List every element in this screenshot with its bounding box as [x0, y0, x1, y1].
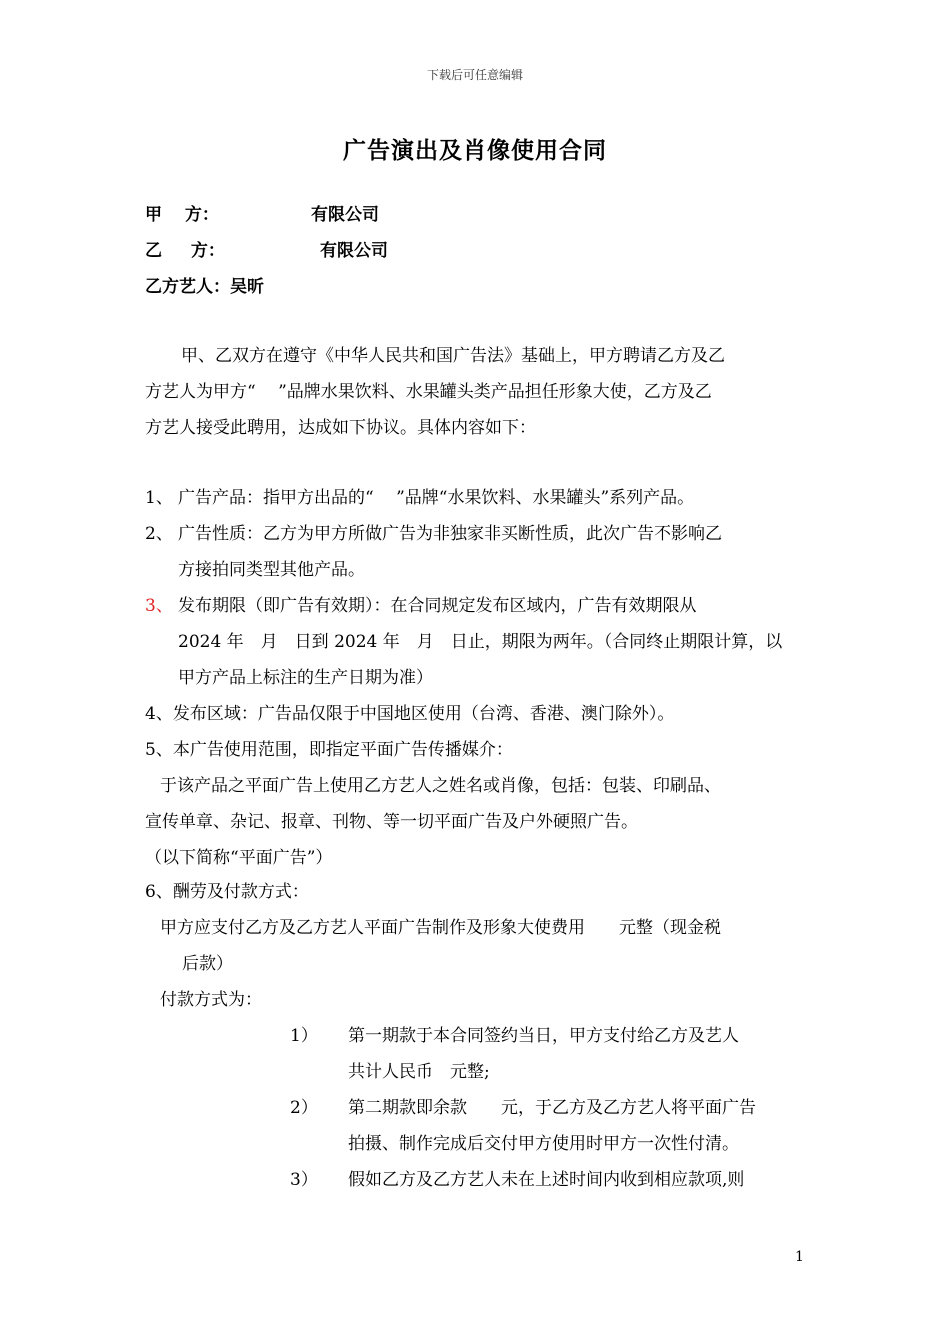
page-title: 广告演出及肖像使用合同: [343, 138, 607, 164]
party-b-label: 乙 方：: [145, 241, 225, 261]
clause-1: [145, 480, 694, 516]
payment-3-number: 3）: [290, 1170, 318, 1190]
clause-6-line-2: 后款）: [182, 954, 233, 974]
clause-6-title: 6、酬劳及付款方式：: [145, 882, 309, 902]
party-b-line: [145, 236, 388, 261]
clause-2-line-2: 方接拍同类型其他产品。: [178, 560, 365, 580]
clause-6-line-1: 甲方应支付乙方及乙方艺人平面广告制作及形象大使费用 元整（现金税: [160, 918, 721, 938]
clause-1-number: 1、: [145, 488, 173, 508]
artist-line: [145, 272, 264, 297]
payment-1-number: 1）: [290, 1026, 318, 1046]
clause-3-line-2: 2024 年 月 日到 2024 年 月 日止，期限为两年。（合同终止期限计算，以: [178, 632, 783, 652]
clause-5-title: 5、本广告使用范围，即指定平面广告传播媒介：: [145, 740, 513, 760]
page-number: 1: [795, 1249, 804, 1265]
intro-line-1: 甲、乙双方在遵守《中华人民共和国广告法》基础上，甲方聘请乙方及乙: [181, 346, 725, 366]
clause-2-number: 2、: [145, 524, 173, 544]
clause-3-line-1: 发布期限（即广告有效期）：在合同规定发布区域内，广告有效期限从: [178, 596, 697, 616]
clause-5-line-1: 于该产品之平面广告上使用乙方艺人之姓名或肖像，包括：包装、印刷品、: [160, 776, 721, 796]
clause-3: [145, 588, 697, 624]
clause-2: [145, 516, 722, 552]
payment-2-number: 2）: [290, 1098, 318, 1118]
clause-5-line-3: （以下简称“平面广告”）: [145, 848, 333, 868]
party-a-label: 甲 方：: [145, 205, 219, 225]
clause-3-line-3: 甲方产品上标注的生产日期为准）: [178, 668, 433, 688]
intro-line-2: 方艺人为甲方“ ”品牌水果饮料、水果罐头类产品担任形象大使，乙方及乙: [145, 382, 712, 402]
payment-1-line-1: 第一期款于本合同签约当日，甲方支付给乙方及艺人: [348, 1026, 739, 1046]
clause-2-line-1: 广告性质：乙方为甲方所做广告为非独家非买断性质，此次广告不影响乙: [178, 524, 722, 544]
payment-3-line-1: 假如乙方及乙方艺人未在上述时间内收到相应款项,则: [348, 1170, 745, 1190]
party-a-name: 有限公司: [311, 205, 379, 225]
payment-method-title: 付款方式为：: [160, 990, 262, 1010]
header-note: 下载后可任意编辑: [426, 68, 523, 82]
clause-1-text: 广告产品：指甲方出品的“ ”品牌“水果饮料、水果罐头”系列产品。: [178, 488, 695, 508]
party-b-name: 有限公司: [320, 241, 388, 261]
clause-5-line-2: 宣传单章、杂记、报章、刊物、等一切平面广告及户外硬照广告。: [145, 812, 638, 832]
artist-label: 乙方艺人：: [145, 277, 230, 297]
party-a-line: [145, 200, 379, 225]
payment-2-line-2: 拍摄、制作完成后交付甲方使用时甲方一次性付清。: [348, 1134, 739, 1154]
clause-4: 4、发布区域：广告品仅限于中国地区使用（台湾、香港、澳门除外）。: [145, 704, 675, 724]
payment-1-line-2: 共计人民币 元整;: [348, 1062, 490, 1082]
intro-line-3: 方艺人接受此聘用，达成如下协议。具体内容如下：: [145, 418, 536, 438]
payment-2-line-1: 第二期款即余款 元，于乙方及乙方艺人将平面广告: [348, 1098, 756, 1118]
clause-3-number: 3、: [145, 596, 173, 616]
artist-name: 吴昕: [230, 277, 264, 297]
